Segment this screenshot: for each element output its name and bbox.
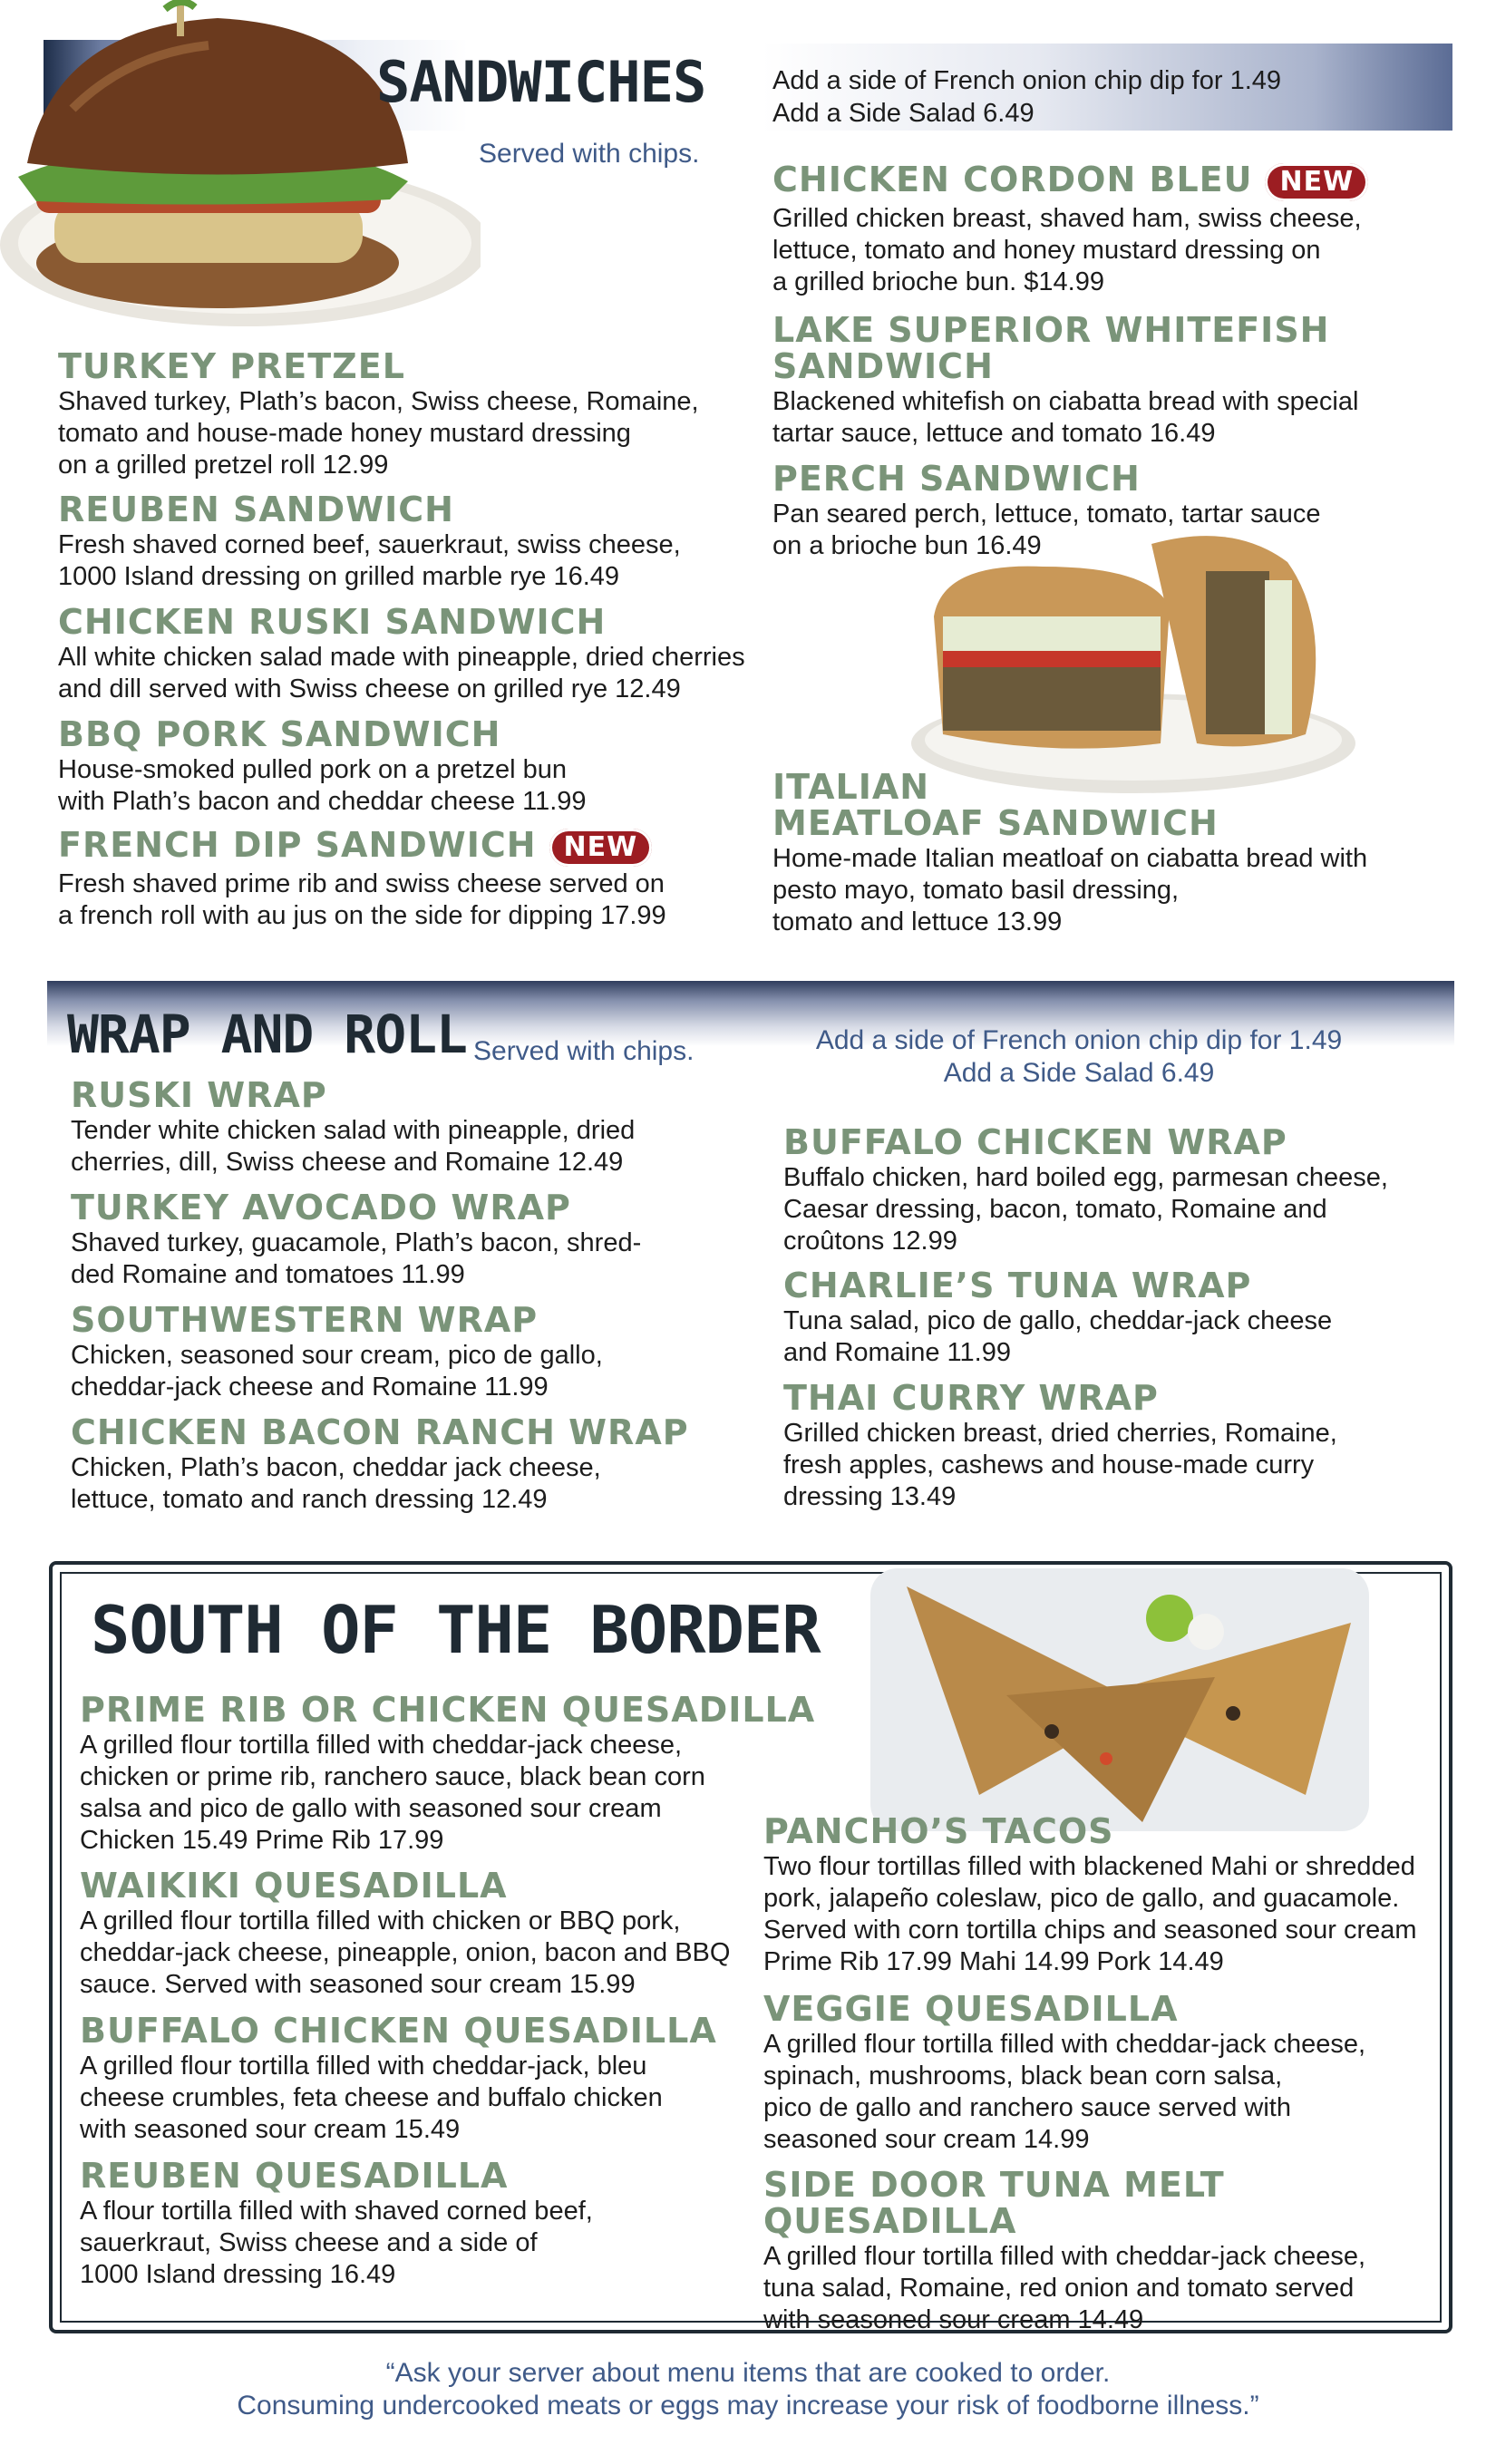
sandwiches-side-line-1: Add a side of French onion chip dip for 1.49 bbox=[772, 66, 1282, 95]
menu-item-description: Shaved turkey, Plath’s bacon, Swiss cheese, Romaine, tomato and house-made honey mustard dressing on a grilled pretzel roll 12.99 bbox=[58, 387, 699, 480]
menu-item-description: All white chicken salad made with pineapple, dried cherries and dill served with Swiss cheese on grilled rye 12.49 bbox=[58, 643, 745, 703]
menu-item-description: Fresh shaved prime rib and swiss cheese served on a french roll with au jus on the side for dipping 17.99 bbox=[58, 868, 666, 930]
menu-item-title: CHARLIE’S TUNA WRAP bbox=[783, 1266, 1252, 1305]
menu-item-title: BBQ PORK SANDWICH bbox=[58, 714, 501, 754]
menu-item-title: TURKEY AVOCADO WRAP bbox=[71, 1188, 571, 1227]
menu-item-title-row bbox=[58, 827, 783, 867]
menu-item-title: REUBEN QUESADILLA bbox=[80, 2156, 509, 2196]
menu-item-title: BUFFALO CHICKEN WRAP bbox=[783, 1122, 1287, 1162]
menu-item-description: A grilled flour tortilla filled with cheddar-jack cheese, spinach, mushrooms, black bean corn salsa, pico de gallo and ranchero sauce served with seasoned sour cream 14.99 bbox=[763, 2030, 1366, 2154]
menu-item-description: House-smoked pulled pork on a pretzel bun with Plath’s bacon and cheddar cheese 11.99 bbox=[58, 755, 587, 816]
menu-item-description: Grilled chicken breast, dried cherries, Romaine, fresh apples, cashews and house-made curry dressing 13.49 bbox=[783, 1419, 1337, 1511]
menu-item-description: A grilled flour tortilla filled with cheddar-jack cheese, tuna salad, Romaine, red onion and tomato served with seasoned sour cream 14.49 bbox=[763, 2242, 1366, 2334]
menu-item-description: Fresh shaved corned beef, sauerkraut, swiss cheese, 1000 Island dressing on grilled marble rye 16.49 bbox=[58, 530, 681, 591]
menu-item-title: CHICKEN CORDON BLEU bbox=[772, 160, 1253, 199]
menu-item-description: A grilled flour tortilla filled with chicken or BBQ pork, cheddar-jack cheese, pineapple, onion, bacon and BBQ sauce. Served with seasoned sour cream 15.99 bbox=[80, 1906, 731, 1999]
wraps-title: WRAP AND ROLL bbox=[67, 1004, 467, 1065]
menu-item-side-door-tuna-melt-quesadilla bbox=[763, 2167, 1452, 2336]
wraps-side-line-1: Add a side of French onion chip dip for 1.49 bbox=[815, 1025, 1343, 1055]
menu-item-title: ITALIAN MEATLOAF SANDWICH bbox=[772, 767, 1219, 843]
new-badge: NEW bbox=[549, 829, 653, 867]
menu-item-panchos-tacos bbox=[763, 1813, 1452, 1978]
menu-item-buffalo-chicken-quesadilla bbox=[80, 2013, 823, 2146]
menu-item-description: Chicken, seasoned sour cream, pico de gallo, cheddar-jack cheese and Romaine 11.99 bbox=[71, 1341, 603, 1402]
menu-item-thai-curry-wrap bbox=[783, 1380, 1472, 1513]
menu-item-chicken-ruski-sandwich bbox=[58, 604, 783, 705]
menu-item-reuben-sandwich bbox=[58, 491, 765, 593]
menu-item-description: Two flour tortillas filled with blackened Mahi or shredded pork, jalapeño coleslaw, pico de gallo, and guacamole. Served with corn tortilla chips and seasoned sour cream Prime Rib 17.99 Mahi 14.99 Pork 14.49 bbox=[763, 1852, 1417, 1976]
menu-item-title: VEGGIE QUESADILLA bbox=[763, 1989, 1179, 2029]
menu-item-description: Pan seared perch, lettuce, tomato, tartar sauce on a brioche bun 16.49 bbox=[772, 500, 1321, 560]
menu-item-description: A grilled flour tortilla filled with cheddar-jack, bleu cheese crumbles, feta cheese and buffalo chicken with seasoned sour cream 15.49 bbox=[80, 2052, 663, 2144]
menu-item-chicken-bacon-ranch-wrap bbox=[71, 1414, 760, 1516]
menu-item-description: Shaved turkey, guacamole, Plath’s bacon, shred- ded Romaine and tomatoes 11.99 bbox=[71, 1228, 642, 1289]
menu-item-title: SOUTHWESTERN WRAP bbox=[71, 1300, 539, 1340]
menu-item-title: PERCH SANDWICH bbox=[772, 459, 1141, 499]
sandwiches-side-line-2: Add a Side Salad 6.49 bbox=[772, 99, 1035, 128]
footer-disclaimer-line-1: “Ask your server about menu items that are cooked to order. bbox=[385, 2358, 1111, 2388]
menu-item-prime-rib-or-chicken-quesadilla bbox=[80, 1692, 823, 1857]
menu-item-title: FRENCH DIP SANDWICH bbox=[58, 825, 537, 865]
menu-item-title-row bbox=[772, 161, 1462, 201]
menu-item-description: Chicken, Plath’s bacon, cheddar jack cheese, lettuce, tomato and ranch dressing 12.49 bbox=[71, 1453, 601, 1514]
new-badge: NEW bbox=[1265, 163, 1368, 201]
menu-item-title: THAI CURRY WRAP bbox=[783, 1378, 1159, 1418]
menu-item-turkey-avocado-wrap bbox=[71, 1189, 760, 1291]
menu-item-title: BUFFALO CHICKEN QUESADILLA bbox=[80, 2011, 717, 2051]
menu-item-description: Tuna salad, pico de gallo, cheddar-jack cheese and Romaine 11.99 bbox=[783, 1306, 1333, 1367]
menu-item-italian-meatloaf-sandwich bbox=[772, 769, 1462, 938]
menu-item-reuben-quesadilla bbox=[80, 2158, 823, 2291]
menu-item-title: PANCHO’S TACOS bbox=[763, 1811, 1114, 1851]
menu-item-description: Buffalo chicken, hard boiled egg, parmesan cheese, Caesar dressing, bacon, tomato, Romaine and croûtons 12.99 bbox=[783, 1163, 1388, 1256]
menu-item-waikiki-quesadilla bbox=[80, 1867, 823, 2001]
menu-item-chicken-cordon-bleu bbox=[772, 161, 1462, 298]
meatloaf-sandwich-photo bbox=[907, 526, 1360, 798]
border-title: SOUTH OF THE BORDER bbox=[91, 1592, 821, 1668]
menu-item-description: Blackened whitefish on ciabatta bread with special tartar sauce, lettuce and tomato 16.49 bbox=[772, 387, 1359, 448]
menu-item-title: REUBEN SANDWICH bbox=[58, 490, 454, 529]
footer-disclaimer-line-2: Consuming undercooked meats or eggs may increase your risk of foodborne illness.” bbox=[237, 2391, 1259, 2420]
menu-item-buffalo-chicken-wrap bbox=[783, 1124, 1472, 1257]
menu-item-description: A flour tortilla filled with shaved corned beef, sauerkraut, Swiss cheese and a side of 1000 Island dressing 16.49 bbox=[80, 2197, 593, 2289]
menu-item-description: Grilled chicken breast, shaved ham, swiss cheese, lettuce, tomato and honey mustard dressing on a grilled brioche bun. $14.99 bbox=[772, 203, 1362, 296]
menu-item-title: LAKE SUPERIOR WHITEFISH SANDWICH bbox=[772, 310, 1330, 386]
menu-item-bbq-pork-sandwich bbox=[58, 716, 765, 818]
menu-item-title: CHICKEN RUSKI SANDWICH bbox=[58, 602, 607, 642]
wraps-side-line-2: Add a Side Salad 6.49 bbox=[943, 1058, 1215, 1088]
menu-item-charlies-tuna-wrap bbox=[783, 1267, 1472, 1369]
menu-item-title: SIDE DOOR TUNA MELT QUESADILLA bbox=[763, 2165, 1225, 2241]
quesadilla-photo bbox=[870, 1568, 1369, 1831]
menu-item-description: Tender white chicken salad with pineapple, dried cherries, dill, Swiss cheese and Romaine 12.49 bbox=[71, 1116, 636, 1177]
menu-item-description: A grilled flour tortilla filled with cheddar-jack cheese, chicken or prime rib, ranchero sauce, black bean corn salsa and pico de gallo with seasoned sour cream Chicken 15.49 Prime Rib 17.99 bbox=[80, 1731, 705, 1855]
menu-item-lake-superior-whitefish bbox=[772, 312, 1462, 450]
menu-item-title: RUSKI WRAP bbox=[71, 1075, 327, 1115]
menu-item-french-dip-sandwich bbox=[58, 827, 783, 932]
sandwiches-subtitle: Served with chips. bbox=[479, 139, 700, 169]
sandwiches-title: SANDWICHES bbox=[376, 49, 706, 115]
menu-item-turkey-pretzel bbox=[58, 348, 765, 481]
menu-item-description: Home-made Italian meatloaf on ciabatta bread with pesto mayo, tomato basil dressing, tomato and lettuce 13.99 bbox=[772, 844, 1368, 936]
menu-item-southwestern-wrap bbox=[71, 1302, 760, 1403]
menu-item-title: CHICKEN BACON RANCH WRAP bbox=[71, 1412, 689, 1452]
menu-item-title: PRIME RIB OR CHICKEN QUESADILLA bbox=[80, 1690, 816, 1730]
menu-item-veggie-quesadilla bbox=[763, 1991, 1452, 2156]
menu-item-ruski-wrap bbox=[71, 1077, 760, 1179]
menu-item-title: WAIKIKI QUESADILLA bbox=[80, 1866, 508, 1906]
wraps-subtitle: Served with chips. bbox=[473, 1036, 695, 1066]
menu-item-title: TURKEY PRETZEL bbox=[58, 346, 405, 386]
